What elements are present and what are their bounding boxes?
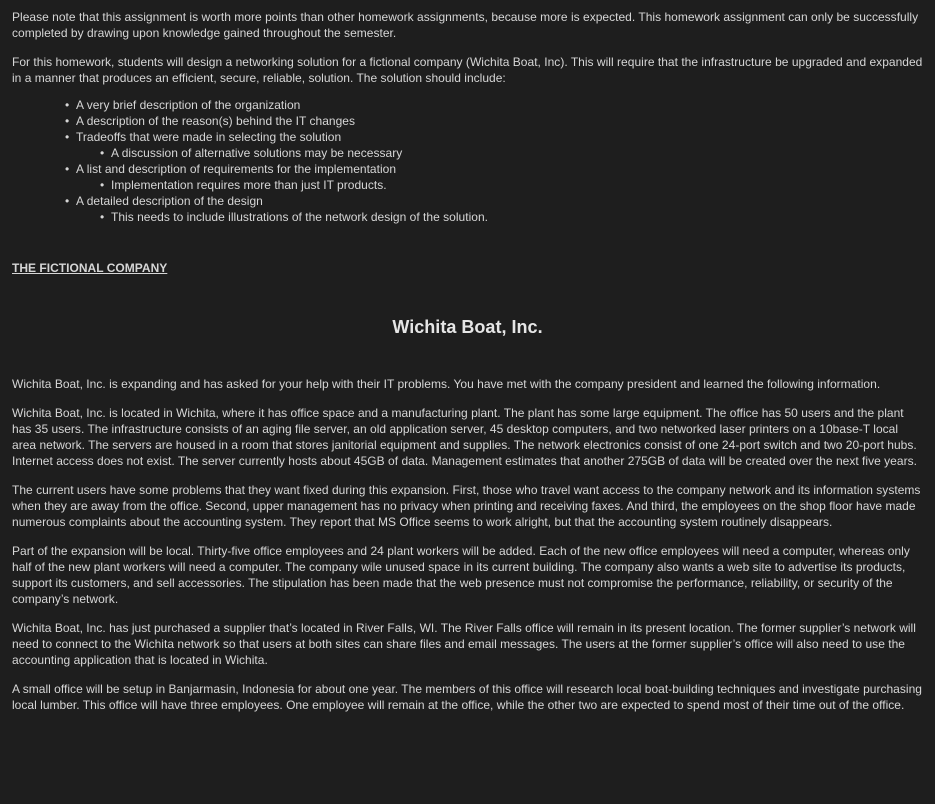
bullet-icon: • bbox=[100, 210, 105, 224]
requirement-subtext: This needs to include illustrations of the network design of the solution. bbox=[111, 210, 489, 224]
requirement-subtext: Implementation requires more than just IT products. bbox=[111, 178, 387, 192]
requirement-text: Tradeoffs that were made in selecting the solution bbox=[76, 130, 342, 144]
bullet-icon: • bbox=[100, 146, 105, 160]
requirements-list bbox=[64, 97, 923, 225]
requirement-text: A list and description of requirements for the implementation bbox=[76, 162, 397, 176]
requirement-item bbox=[64, 161, 923, 193]
bullet-icon: • bbox=[65, 130, 70, 144]
requirement-subitem bbox=[99, 177, 923, 193]
bullet-icon: • bbox=[65, 162, 70, 176]
requirement-text: A description of the reason(s) behind the IT changes bbox=[76, 114, 355, 128]
requirement-sublist bbox=[99, 145, 923, 161]
body-paragraph: Wichita Boat, Inc. is expanding and has asked for your help with their IT problems. You have met with the company president and learned the following information. bbox=[12, 377, 881, 391]
requirement-text: A very brief description of the organization bbox=[76, 98, 301, 112]
requirement-subitem bbox=[99, 145, 923, 161]
intro-paragraph-1: Please note that this assignment is worth more points than other homework assignments, because more is expected. This homework assignment can only be successfully completed by drawing upon knowledge gained throughout the semester. bbox=[12, 10, 919, 40]
body-paragraph: Wichita Boat, Inc. has just purchased a supplier that’s located in River Falls, WI. The River Falls office will remain in its present location. The former supplier’s network will need to connect to the Wichita network so that users at both sites can share files and email messages. The users at the former supplier’s office will also need to use the accounting application that is located in Wichita. bbox=[12, 621, 916, 667]
body-paragraph: The current users have some problems that they want fixed during this expansion. First, those who travel want access to the company network and its information systems when they are away from the office. Second, upper management has no privacy when printing and receiving faxes. And third, the employees on the shop floor have made numerous complaints about the accounting system. They report that MS Office seems to work alright, but that the accounting system routinely disappears. bbox=[12, 483, 921, 529]
requirement-item bbox=[64, 97, 923, 113]
requirement-item bbox=[64, 129, 923, 161]
body-paragraph: Wichita Boat, Inc. is located in Wichita, where it has office space and a manufacturing plant. The plant has some large equipment. The office has 50 users and the plant has 35 users. The infrastructure consists of an aging file server, an old application server, 45 desktop computers, and two networked laser printers on a 10base-T local area network. The servers are housed in a room that stores janitorial equipment and supplies. The network electronics consist of one 24-port switch and two 20-port hubs. Internet access does not exist. The server currently hosts about 45GB of data. Management estimates that another 275GB of data will be created over the next five years. bbox=[12, 406, 917, 468]
requirement-subitem bbox=[99, 209, 923, 225]
company-title: Wichita Boat, Inc. bbox=[392, 317, 543, 337]
requirement-sublist bbox=[99, 177, 923, 193]
bullet-icon: • bbox=[65, 98, 70, 112]
bullet-icon: • bbox=[100, 178, 105, 192]
requirement-subtext: A discussion of alternative solutions may be necessary bbox=[111, 146, 403, 160]
bullet-icon: • bbox=[65, 114, 70, 128]
section-heading: THE FICTIONAL COMPANY bbox=[12, 261, 168, 275]
requirement-sublist bbox=[99, 209, 923, 225]
body-paragraph: Part of the expansion will be local. Thirty-five office employees and 24 plant workers will be added. Each of the new office employees will need a computer, whereas only half of the new plant workers will need a computer. The company wile unused space in its current building. The company also wants a web site to advertise its products, support its customers, and sell accessories. The stipulation has been made that the web presence must not compromise the performance, reliability, or security of the company’s network. bbox=[12, 544, 910, 606]
body-paragraph: A small office will be setup in Banjarmasin, Indonesia for about one year. The members of this office will research local boat-building techniques and investigate purchasing local lumber. This office will have three employees. One employee will remain at the office, while the other two are expected to spend most of their time out of the office. bbox=[12, 682, 922, 712]
requirement-item bbox=[64, 113, 923, 129]
requirement-item bbox=[64, 193, 923, 225]
intro-paragraph-2: For this homework, students will design a networking solution for a fictional company (Wichita Boat, Inc). This will require that the infrastructure be upgraded and expanded in a manner that produces an efficient, secure, reliable, solution. The solution should include: bbox=[12, 55, 923, 85]
bullet-icon: • bbox=[65, 194, 70, 208]
requirement-text: A detailed description of the design bbox=[76, 194, 263, 208]
